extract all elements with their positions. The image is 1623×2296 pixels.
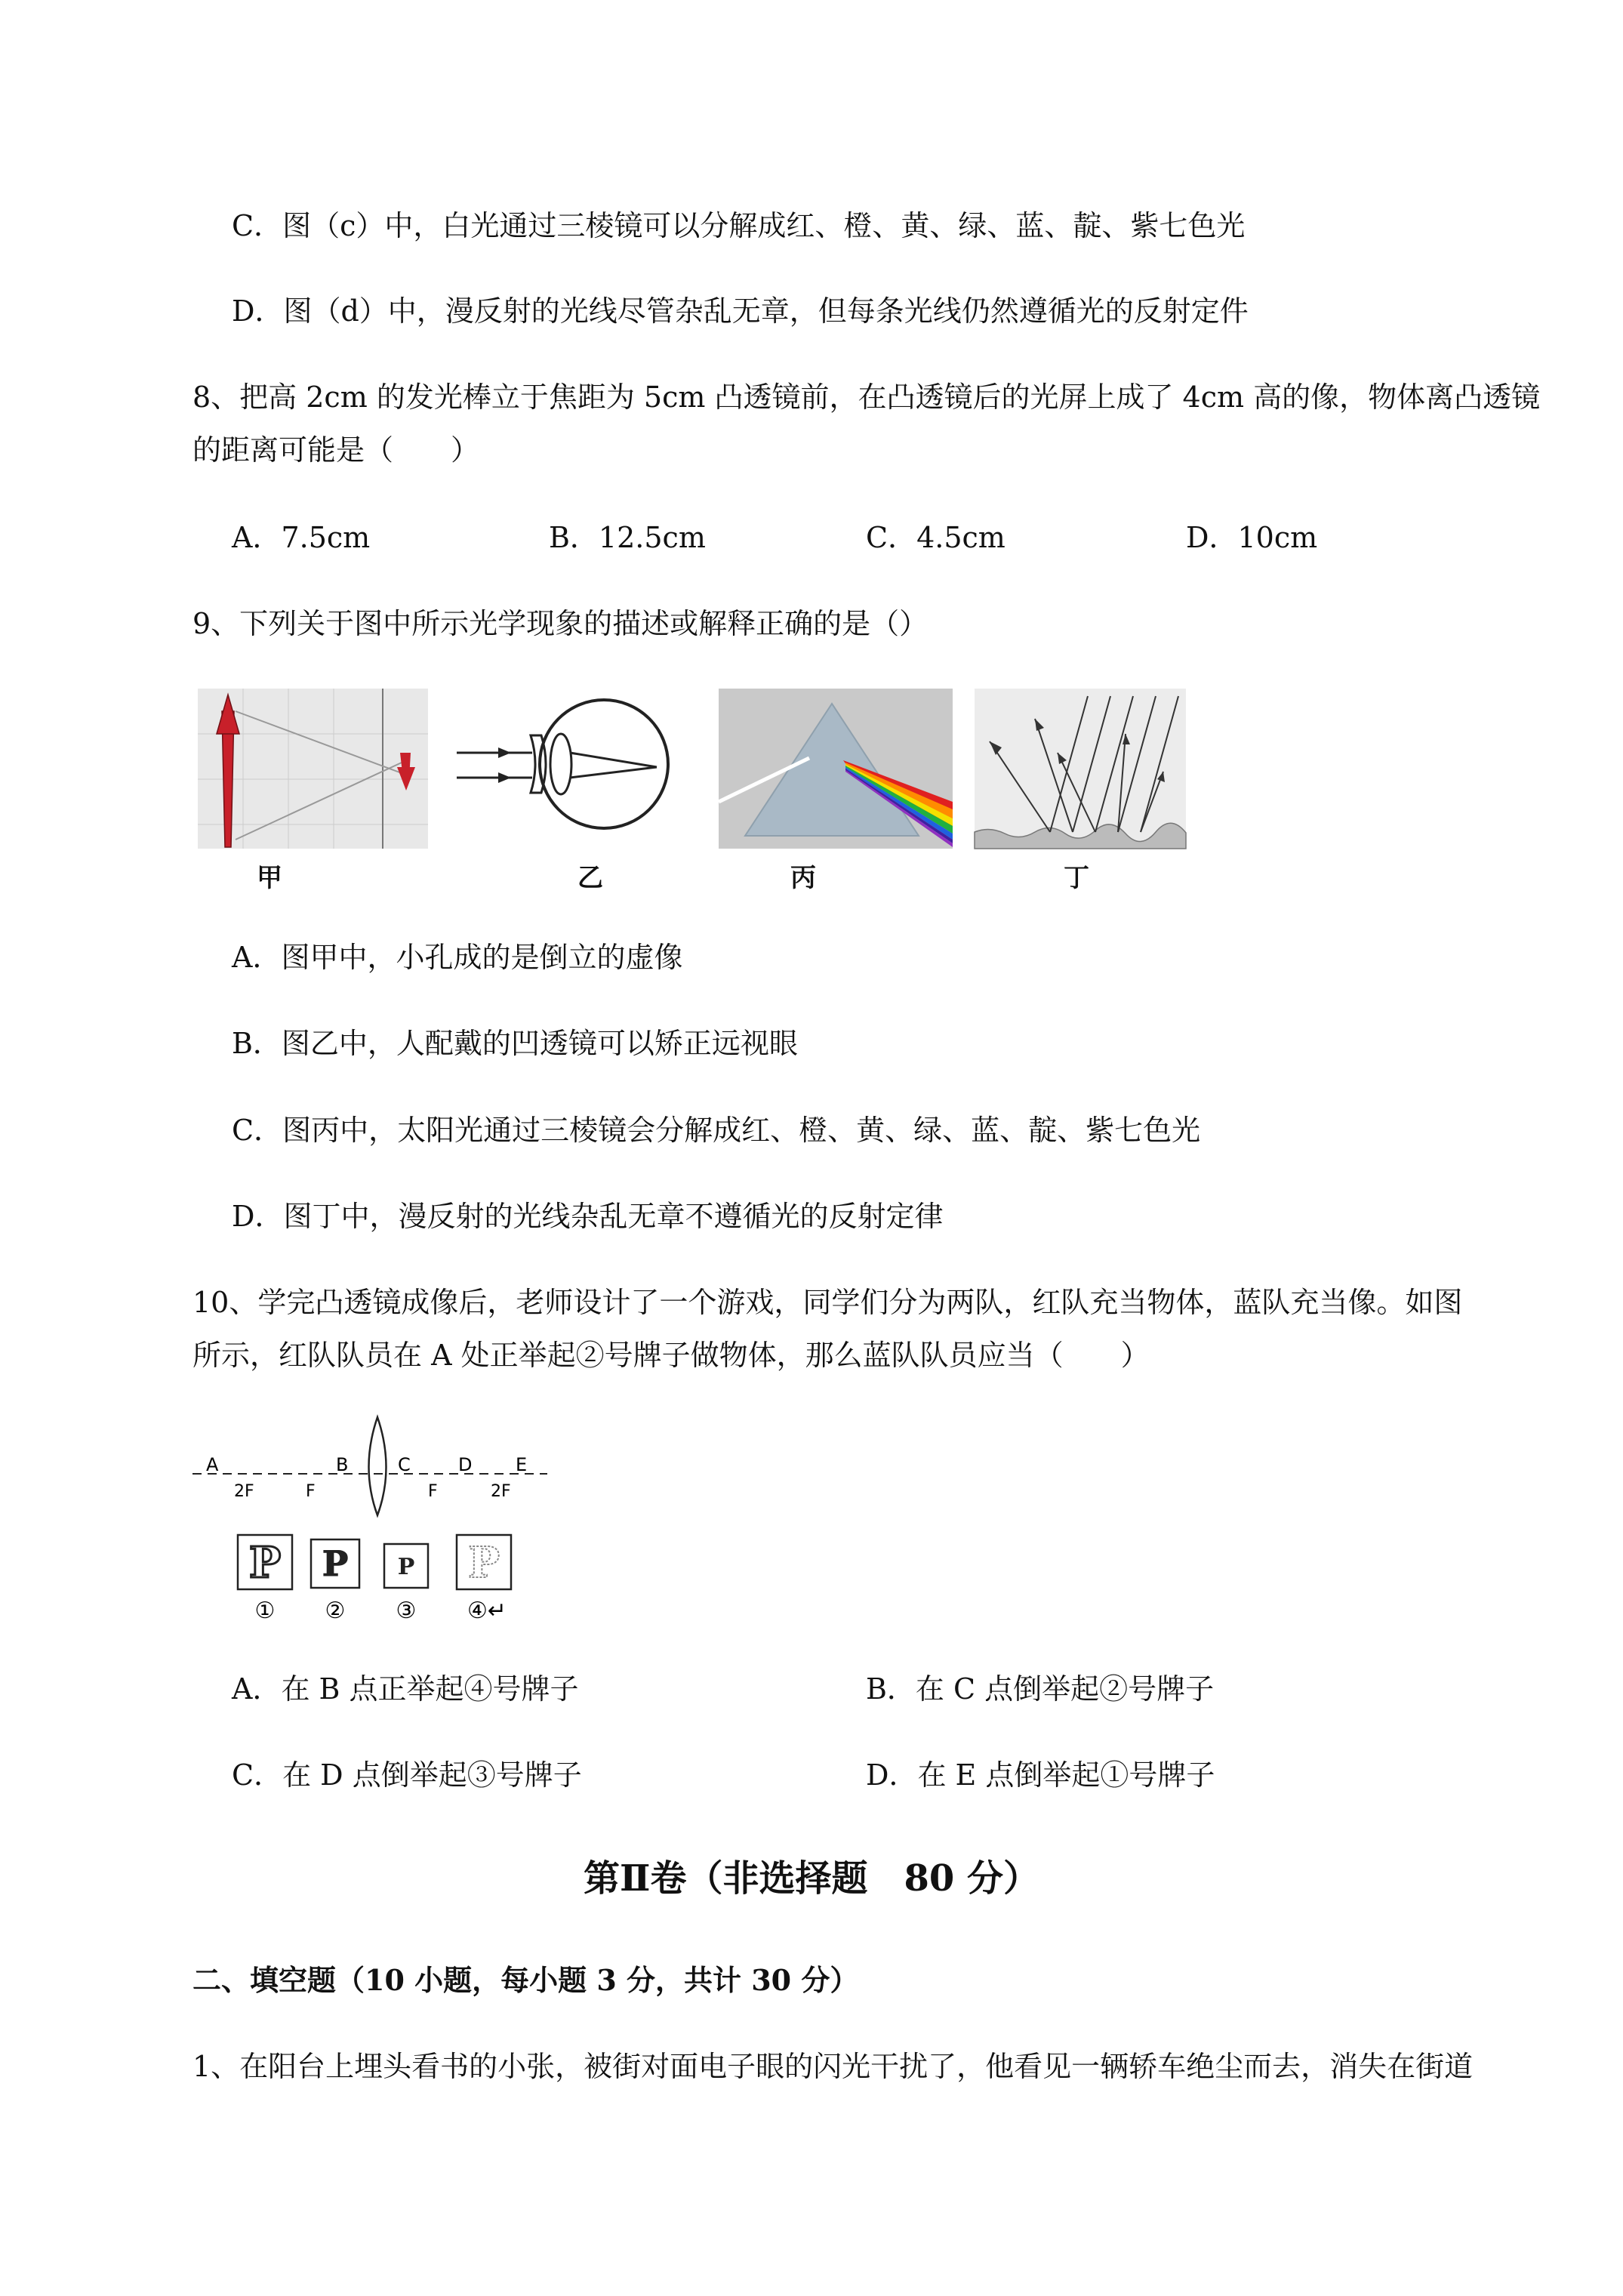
card-4-number: ④↵ [467, 1598, 507, 1624]
q8-stem-line2: 的距离可能是（ ） [192, 433, 480, 467]
point-e: E [516, 1454, 528, 1475]
q8-option-a: A．7.5cm [232, 521, 371, 554]
figure-jia-pinhole [198, 689, 428, 849]
label-2f-left: 2F [234, 1482, 254, 1501]
card-2-number: ② [325, 1598, 346, 1624]
figure-label-yi: 乙 [577, 863, 603, 893]
q10-option-d: D．在 E 点倒举起①号牌子 [866, 1758, 1215, 1792]
q8-option-d: D．10cm [1186, 521, 1318, 554]
q10-option-c: C．在 D 点倒举起③号牌子 [232, 1758, 582, 1792]
part2-q1-line1: 1、在阳台上埋头看书的小张，被街对面电子眼的闪光干扰了，他看见一辆轿车绝尘而去，消失在街道 [192, 2050, 1474, 2083]
figure-ding-diffuse-reflection [975, 689, 1186, 849]
q8-option-c: C．4.5cm [866, 521, 1006, 554]
q9-option-b: B．图乙中，人配戴的凹透镜可以矫正远视眼 [232, 1027, 798, 1060]
card-1-letter: P [248, 1538, 282, 1588]
q8-stem-line1: 8、把高 2cm 的发光棒立于焦距为 5cm 凸透镜前，在凸透镜后的光屏上成了 4cm 高的像，物体离凸透镜 [192, 381, 1541, 414]
figure-lens-axis [192, 1419, 547, 1510]
part2-title: 第Ⅱ卷（非选择题 80 分） [584, 1857, 1039, 1900]
figure-label-jia: 甲 [257, 863, 282, 893]
figure-yi-eye-lens [457, 689, 683, 849]
point-d: D [458, 1454, 473, 1475]
q10-stem-line2: 所示，红队队员在 A 处正举起②号牌子做物体，那么蓝队队员应当（ ） [192, 1339, 1150, 1372]
q10-stem-line1: 10、学完凸透镜成像后，老师设计了一个游戏，同学们分为两队，红队充当物体，蓝队充当像。如图 [192, 1286, 1463, 1319]
card-3-number: ③ [396, 1598, 417, 1624]
q10-option-b: B．在 C 点倒举起②号牌子 [866, 1672, 1215, 1706]
q9-option-c: C．图丙中，太阳光通过三棱镜会分解成红、橙、黄、绿、蓝、靛、紫七色光 [232, 1114, 1201, 1147]
figure-bing-prism [719, 689, 953, 849]
q9-option-d: D．图丁中，漫反射的光线杂乱无章不遵循光的反射定律 [232, 1200, 944, 1233]
figure-label-bing: 丙 [790, 863, 816, 893]
point-b: B [336, 1454, 349, 1475]
card-1-number: ① [254, 1598, 276, 1624]
q8-option-b: B．12.5cm [549, 521, 706, 554]
label-2f-right: 2F [491, 1482, 511, 1501]
card-3-letter: P [397, 1554, 415, 1580]
card-2-letter: P [322, 1543, 349, 1584]
figure-label-ding: 丁 [1064, 863, 1089, 893]
figure-cards [230, 1529, 532, 1627]
q7-option-c: C．图（c）中，白光通过三棱镜可以分解成红、橙、黄、绿、蓝、靛、紫七色光 [232, 209, 1246, 242]
point-a: A [206, 1454, 219, 1475]
label-f-left: F [306, 1482, 316, 1501]
point-c: C [398, 1454, 411, 1475]
q9-stem: 9、下列关于图中所示光学现象的描述或解释正确的是（） [192, 607, 929, 640]
label-f-right: F [428, 1482, 438, 1501]
part2-section-heading: 二、填空题（10 小题，每小题 3 分，共计 30 分） [192, 1963, 859, 1997]
q10-option-a: A．在 B 点正举起④号牌子 [232, 1672, 579, 1706]
q9-option-a: A．图甲中，小孔成的是倒立的虚像 [232, 941, 683, 974]
q7-option-d: D．图（d）中，漫反射的光线尽管杂乱无章，但每条光线仍然遵循光的反射定件 [232, 294, 1249, 328]
card-4-letter: P [467, 1538, 500, 1588]
